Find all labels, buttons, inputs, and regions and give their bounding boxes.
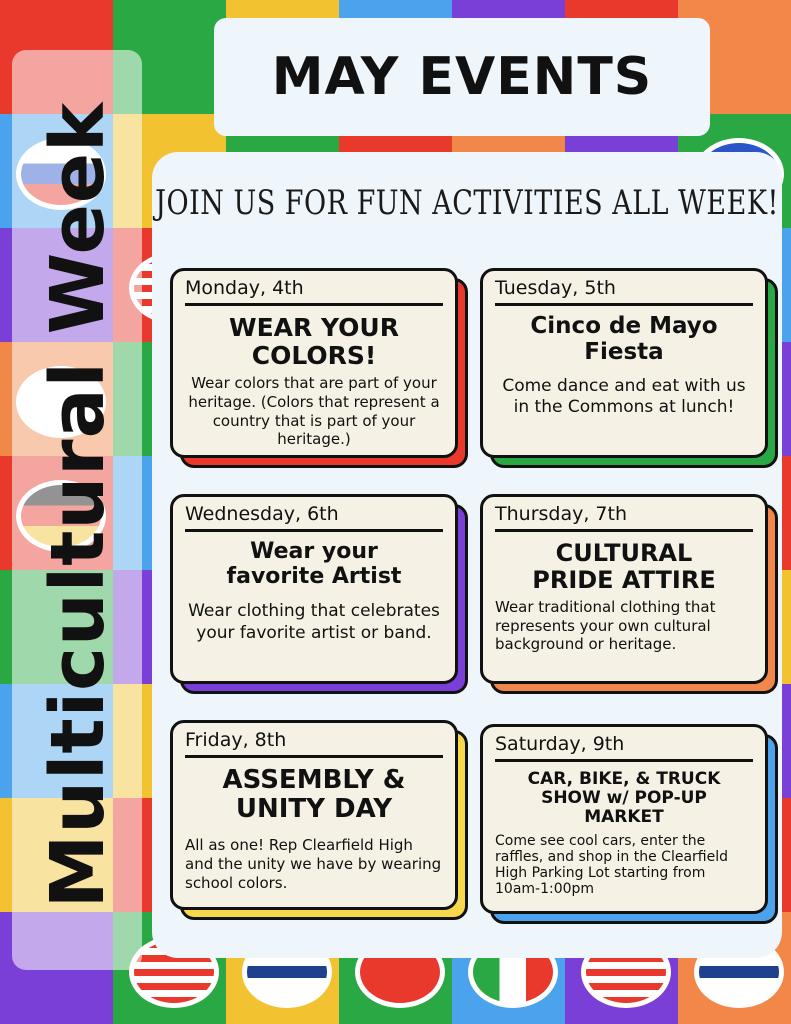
event-card-wednesday	[170, 494, 458, 684]
event-day: Friday, 8th	[185, 729, 443, 758]
event-card-thursday	[480, 494, 768, 684]
event-card-friday	[170, 720, 458, 910]
page-title: MAY EVENTS	[271, 47, 653, 107]
event-title: Cinco de Mayo Fiesta	[530, 313, 718, 365]
event-description: Wear traditional clothing that represents your own cultural background or heritage.	[495, 597, 716, 654]
event-card-saturday	[480, 724, 768, 914]
header-box	[214, 18, 710, 136]
event-title: Wear your favorite Artist	[226, 539, 402, 589]
side-title: Multicultural Week	[35, 101, 121, 909]
event-description: Come see cool cars, enter the raffles, and shop in the Clearfield High Parking Lot starting from 10am-1:00pm	[495, 833, 728, 898]
events-panel	[152, 152, 782, 958]
event-description: Come dance and eat with us in the Commons at lunch!	[502, 375, 746, 417]
event-day: Saturday, 9th	[495, 733, 753, 762]
event-day: Tuesday, 5th	[495, 277, 753, 306]
event-title: ASSEMBLY & UNITY DAY	[222, 765, 406, 825]
event-description: Wear colors that are part of your heritage. (Colors that represent a country that is part of your heritage.)	[188, 374, 440, 449]
event-title: CAR, BIKE, & TRUCK SHOW w/ POP-UP MARKET	[527, 769, 721, 828]
event-day: Wednesday, 6th	[185, 503, 443, 532]
event-title: CULTURAL PRIDE ATTIRE	[532, 539, 716, 594]
event-description: Wear clothing that celebrates your favorite artist or band.	[188, 601, 440, 643]
tagline: JOIN US FOR FUN ACTIVITIES ALL WEEK!	[155, 184, 779, 223]
event-card-monday	[170, 268, 458, 458]
event-day: Monday, 4th	[185, 277, 443, 306]
event-description: All as one! Rep Clearfield High and the unity we have by wearing school colors.	[185, 836, 442, 892]
event-card-tuesday	[480, 268, 768, 458]
event-day: Thursday, 7th	[495, 503, 753, 532]
event-title: WEAR YOUR COLORS!	[229, 313, 399, 370]
